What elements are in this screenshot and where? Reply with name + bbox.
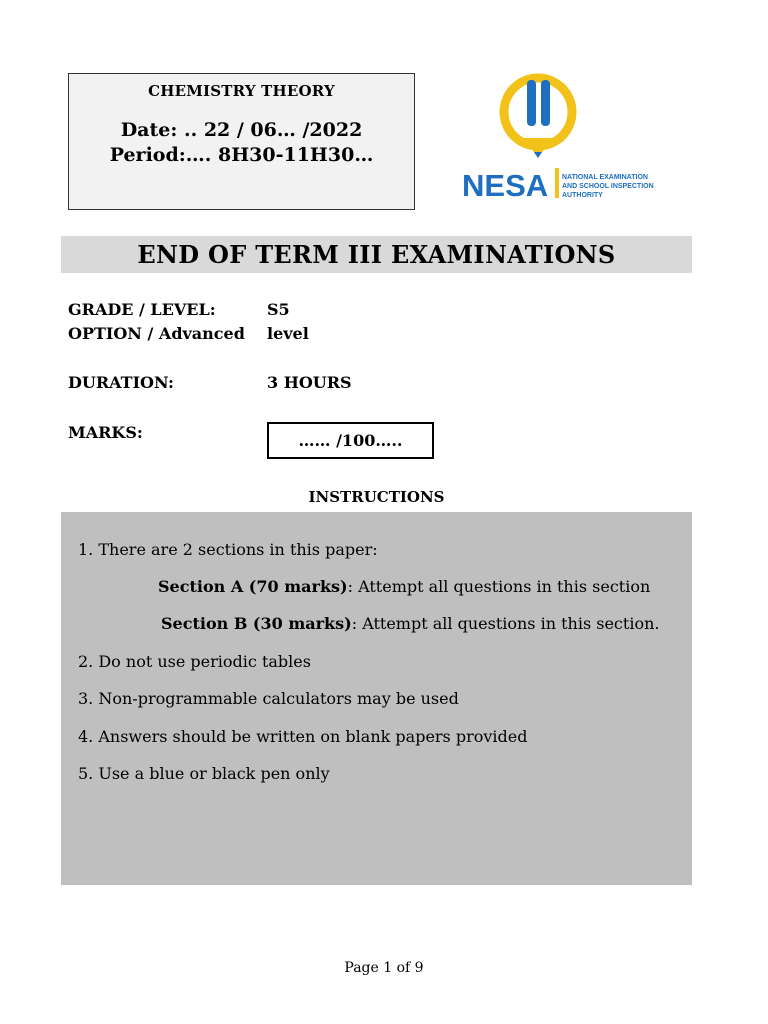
exam-date: Date: .. 22 / 06… /2022 — [120, 119, 363, 141]
section-b-label: Section B (30 marks) — [161, 614, 352, 633]
exam-period: Period:…. 8H30-11H30… — [109, 144, 374, 166]
option-value: level — [267, 324, 309, 343]
option-label: OPTION / Advanced — [68, 324, 245, 343]
instructions-panel — [61, 512, 692, 885]
grade-label: GRADE / LEVEL: — [68, 300, 216, 319]
section-a-text: : Attempt all questions in this section — [347, 577, 651, 596]
logo-wordmark: NESA — [462, 168, 549, 203]
instruction-5: 5. Use a blue or black pen only — [78, 764, 330, 783]
duration-value: 3 HOURS — [267, 373, 352, 392]
instruction-section-b — [161, 614, 659, 633]
logo-tagline-3: AUTHORITY — [562, 192, 603, 199]
exam-header-box — [68, 73, 415, 210]
section-a-label: Section A (70 marks) — [158, 577, 348, 596]
grade-value: S5 — [267, 300, 290, 319]
marks-label: MARKS: — [68, 423, 143, 442]
instruction-4: 4. Answers should be written on blank papers provided — [78, 727, 528, 746]
logo-tagline-2: AND SCHOOL INSPECTION — [562, 183, 654, 190]
exam-title: END OF TERM III EXAMINATIONS — [61, 236, 692, 273]
section-b-text: : Attempt all questions in this section. — [351, 614, 660, 633]
instruction-2: 2. Do not use periodic tables — [78, 652, 311, 671]
marks-box: …… /100….. — [267, 422, 434, 459]
instruction-section-a — [158, 577, 650, 596]
nesa-logo — [458, 72, 668, 207]
logo-tagline-1: NATIONAL EXAMINATION — [562, 174, 648, 181]
instruction-1: 1. There are 2 sections in this paper: — [78, 540, 378, 559]
instruction-3: 3. Non-programmable calculators may be used — [78, 689, 459, 708]
duration-label: DURATION: — [68, 373, 174, 392]
instructions-heading: INSTRUCTIONS — [308, 488, 445, 506]
subject-title: CHEMISTRY THEORY — [148, 82, 335, 100]
page-number: Page 1 of 9 — [344, 960, 424, 976]
